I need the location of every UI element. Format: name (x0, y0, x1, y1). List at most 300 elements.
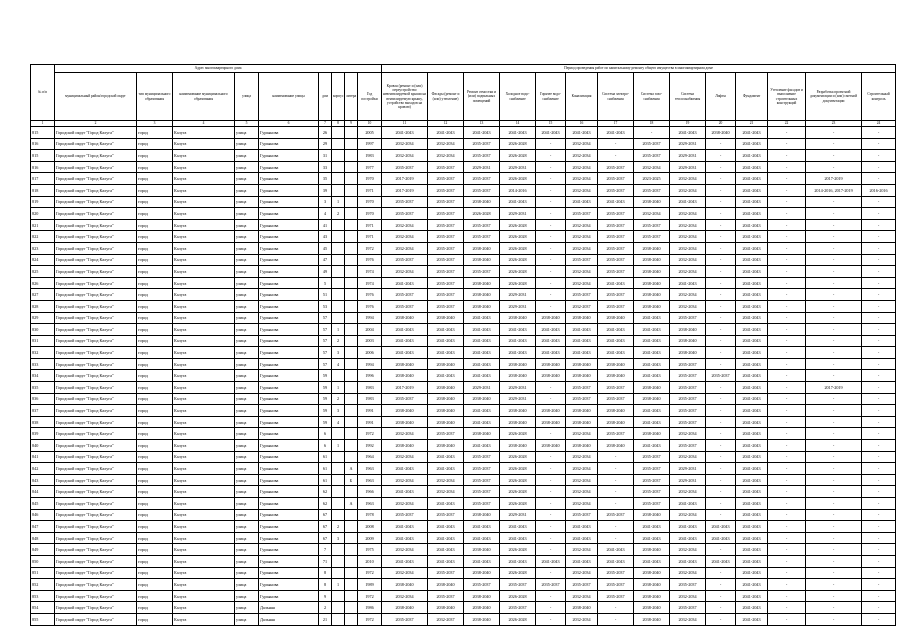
table-cell: - (862, 242, 896, 254)
table-cell: 2038-2040 (634, 567, 670, 579)
table-cell: улица (235, 138, 259, 150)
table-cell: Калуга (173, 358, 235, 370)
table-cell (345, 602, 358, 614)
table-cell: Городской округ "Город Калуга" (55, 555, 137, 567)
table-cell: - (806, 509, 862, 521)
table-cell: - (536, 196, 566, 208)
column-header: корпус (332, 73, 345, 121)
table-cell: 2041-2043 (634, 347, 670, 359)
table-row (31, 277, 896, 289)
table-cell: 2041-2043 (736, 544, 768, 556)
table-cell: 2041-2043 (736, 266, 768, 278)
table-cell: - (862, 335, 896, 347)
table-cell: Городской округ "Город Калуга" (55, 498, 137, 510)
table-cell: - (806, 150, 862, 162)
table-cell: Городской округ "Город Калуга" (55, 231, 137, 243)
table-cell: 2035-2037 (566, 289, 598, 301)
table-cell: 2032-2037 (566, 300, 598, 312)
column-number: 12 (428, 121, 464, 127)
table-cell: 2038-2040 (428, 358, 464, 370)
table-cell: 2035-2037 (464, 486, 500, 498)
table-row (31, 242, 896, 254)
table-cell: улица (235, 602, 259, 614)
table-cell: 2041-2043 (464, 312, 500, 324)
table-cell: Калуга (173, 277, 235, 289)
column-header: улица (235, 73, 259, 121)
table-cell: город (137, 555, 173, 567)
table-cell: 2041-2043 (464, 335, 500, 347)
table-cell: 2035-2037 (428, 231, 464, 243)
column-number: 2 (55, 121, 137, 127)
table-cell: - (862, 521, 896, 533)
table-cell: Калуга (173, 289, 235, 301)
table-cell: 41 (319, 219, 332, 231)
table-cell: 2035-2037 (428, 161, 464, 173)
table-cell: улица (235, 358, 259, 370)
table-cell: Гурьянова (259, 567, 319, 579)
table-cell: - (598, 463, 634, 475)
table-cell: Гурьянова (259, 532, 319, 544)
table-cell: 833 (31, 358, 55, 370)
table-cell: 2041-2043 (428, 555, 464, 567)
table-cell: - (536, 184, 566, 196)
table-cell: 2035-2037 (382, 393, 428, 405)
table-cell: - (862, 416, 896, 428)
table-cell: 2029-2031 (500, 509, 536, 521)
table-cell: 2029-2031 (464, 161, 500, 173)
table-cell: 2032-2034 (670, 567, 706, 579)
table-cell: 1972 (358, 613, 382, 625)
table-cell: 2041-2043 (670, 196, 706, 208)
table-cell: - (706, 300, 736, 312)
table-cell: 2032-2034 (566, 428, 598, 440)
table-cell: - (536, 486, 566, 498)
table-cell: 2009 (358, 532, 382, 544)
table-cell: - (768, 579, 806, 591)
table-cell: 2032-2034 (670, 544, 706, 556)
table-cell: 2041-2043 (428, 521, 464, 533)
table-cell: Городской округ "Город Калуга" (55, 184, 137, 196)
table-cell: 2032-2034 (670, 242, 706, 254)
table-cell: 2041-2043 (428, 498, 464, 510)
table-cell: 2041-2043 (736, 486, 768, 498)
table-cell: - (536, 613, 566, 625)
table-cell: город (137, 358, 173, 370)
table-cell: 2035-2037 (536, 579, 566, 591)
table-cell: город (137, 521, 173, 533)
table-cell (345, 440, 358, 452)
table-row (31, 347, 896, 359)
table-cell: улица (235, 277, 259, 289)
table-cell (332, 370, 345, 382)
table-cell: 1975 (358, 544, 382, 556)
table-cell: 2041-2043 (634, 312, 670, 324)
table-cell: 2041-2043 (736, 498, 768, 510)
table-cell (332, 613, 345, 625)
table-cell: - (806, 532, 862, 544)
table-cell: 2041-2043 (382, 277, 428, 289)
table-cell: улица (235, 590, 259, 602)
table-cell: - (862, 173, 896, 185)
table-row (31, 266, 896, 278)
table-cell: - (706, 440, 736, 452)
table-cell: 2038-2040 (464, 509, 500, 521)
table-row (31, 324, 896, 336)
table-cell: - (768, 358, 806, 370)
table-cell: 2038-2040 (500, 370, 536, 382)
table-cell (345, 544, 358, 556)
table-cell: 2041-2043 (536, 127, 566, 139)
table-cell: город (137, 474, 173, 486)
table-cell: 67 (319, 509, 332, 521)
table-cell: 2035-2037 (634, 219, 670, 231)
table-cell: Гурьянова (259, 486, 319, 498)
table-cell: - (768, 405, 806, 417)
table-cell: Городской округ "Город Калуга" (55, 161, 137, 173)
table-cell: - (862, 150, 896, 162)
table-cell: Гурьянова (259, 254, 319, 266)
table-cell: 2038-2040 (670, 347, 706, 359)
table-cell: Городской округ "Город Калуга" (55, 370, 137, 382)
table-cell (345, 161, 358, 173)
table-cell: - (768, 474, 806, 486)
table-row (31, 382, 896, 394)
table-row (31, 474, 896, 486)
table-cell: - (768, 602, 806, 614)
table-cell: 8 (319, 567, 332, 579)
table-cell: Дальняя (259, 602, 319, 614)
table-cell: 839 (31, 428, 55, 440)
table-cell: 2041-2043 (670, 498, 706, 510)
table-cell: 2041-2043 (566, 335, 598, 347)
table-cell: улица (235, 613, 259, 625)
table-cell: 2041-2043 (670, 521, 706, 533)
table-cell: - (806, 208, 862, 220)
table-cell: 2041-2043 (566, 196, 598, 208)
table-cell: - (706, 266, 736, 278)
table-cell: 2038-2040 (634, 602, 670, 614)
table-row (31, 231, 896, 243)
table-cell: - (768, 300, 806, 312)
table-cell: 21 (319, 613, 332, 625)
table-cell: город (137, 393, 173, 405)
table-row (31, 173, 896, 185)
table-cell: Калуга (173, 324, 235, 336)
table-cell: 2029-2031 (500, 382, 536, 394)
table-cell: - (862, 277, 896, 289)
table-cell: 2041-2043 (598, 335, 634, 347)
table-cell: 2038-2040 (598, 405, 634, 417)
table-cell: 2041-2043 (464, 324, 500, 336)
table-cell: улица (235, 416, 259, 428)
table-cell: 2038-2040 (500, 312, 536, 324)
table-cell (332, 150, 345, 162)
table-cell: 47 (319, 254, 332, 266)
table-cell: Городской округ "Город Калуга" (55, 127, 137, 139)
table-cell: Городской округ "Город Калуга" (55, 416, 137, 428)
table-cell: 824 (31, 254, 55, 266)
table-cell: 2032-2034 (382, 567, 428, 579)
table-row (31, 393, 896, 405)
table-cell: 832 (31, 347, 55, 359)
table-cell: 1997 (358, 138, 382, 150)
table-cell: 2035-2037 (428, 289, 464, 301)
table-cell: - (768, 555, 806, 567)
table-cell: улица (235, 231, 259, 243)
table-cell: 4 (319, 208, 332, 220)
table-cell: 57 (319, 358, 332, 370)
table-cell: 2041-2043 (706, 532, 736, 544)
table-cell (345, 335, 358, 347)
table-cell: 2038-2040 (464, 196, 500, 208)
table-cell: 2041-2043 (464, 358, 500, 370)
table-row (31, 358, 896, 370)
table-cell: 1976 (358, 254, 382, 266)
table-cell: 2035-2037 (598, 289, 634, 301)
table-cell: - (862, 254, 896, 266)
table-row (31, 127, 896, 139)
table-row (31, 405, 896, 417)
column-header: Год постройки (358, 73, 382, 121)
table-cell: 2041-2043 (536, 324, 566, 336)
table-cell: 1964 (358, 451, 382, 463)
table-cell: - (598, 602, 634, 614)
table-cell: 829 (31, 312, 55, 324)
table-cell: Гурьянова (259, 173, 319, 185)
table-cell: 841 (31, 451, 55, 463)
table-cell: Городской округ "Город Калуга" (55, 590, 137, 602)
table-cell: 831 (31, 335, 55, 347)
table-cell: 1983 (358, 393, 382, 405)
table-cell: 2032-2034 (382, 544, 428, 556)
table-cell: - (706, 277, 736, 289)
table-cell: - (862, 208, 896, 220)
table-cell: Калуга (173, 498, 235, 510)
table-cell: 2041-2043 (736, 579, 768, 591)
table-cell: 2026-2028 (500, 590, 536, 602)
table-cell: 2035-2037 (670, 370, 706, 382)
table-cell: - (768, 127, 806, 139)
table-cell: 2041-2043 (736, 173, 768, 185)
table-cell: 821 (31, 219, 55, 231)
table-cell: Гурьянова (259, 347, 319, 359)
table-cell: 2 (319, 602, 332, 614)
table-cell (332, 138, 345, 150)
table-cell: 2041-2043 (500, 127, 536, 139)
table-cell: 2041-2043 (736, 532, 768, 544)
table-cell: 2032-2034 (566, 613, 598, 625)
table-cell: Гурьянова (259, 405, 319, 417)
table-cell: 2035-2037 (598, 219, 634, 231)
table-cell: 1977 (358, 161, 382, 173)
table-cell: город (137, 138, 173, 150)
table-cell: 847 (31, 521, 55, 533)
table-cell: 2029-2031 (500, 393, 536, 405)
table-cell: улица (235, 440, 259, 452)
table-cell: - (536, 463, 566, 475)
table-cell: 62 (319, 486, 332, 498)
table-cell: - (862, 474, 896, 486)
table-cell: - (598, 474, 634, 486)
table-cell: - (706, 150, 736, 162)
column-header: Фасады (ремонт и (или) утепление) (428, 73, 464, 121)
table-cell: - (768, 463, 806, 475)
table-cell (332, 219, 345, 231)
table-cell: 2035-2037 (670, 440, 706, 452)
table-cell: 2038-2040 (536, 416, 566, 428)
table-cell: 2038-2040 (382, 358, 428, 370)
table-cell: улица (235, 382, 259, 394)
table-cell: Городской округ "Город Калуга" (55, 382, 137, 394)
table-cell (332, 463, 345, 475)
table-cell: улица (235, 521, 259, 533)
table-cell: 2038-2040 (382, 416, 428, 428)
table-cell: - (806, 498, 862, 510)
table-row (31, 567, 896, 579)
table-cell: 823 (31, 242, 55, 254)
table-cell: 2035-2037 (464, 173, 500, 185)
table-cell: 836 (31, 393, 55, 405)
table-cell (345, 347, 358, 359)
column-header: тип муниципального образования (137, 73, 173, 121)
table-cell: Гурьянова (259, 324, 319, 336)
table-cell: 2017-2019 (806, 173, 862, 185)
table-cell: 2032-2034 (566, 150, 598, 162)
table-cell: - (768, 509, 806, 521)
table-cell: - (806, 138, 862, 150)
table-cell: 2032-2034 (670, 613, 706, 625)
table-cell: 2006 (358, 347, 382, 359)
table-cell: 819 (31, 196, 55, 208)
table-cell: 2032-2034 (670, 231, 706, 243)
table-cell: 2035-2037 (464, 474, 500, 486)
table-cell: 2041-2043 (536, 347, 566, 359)
table-row (31, 602, 896, 614)
table-cell: Калуга (173, 161, 235, 173)
table-cell: Калуга (173, 393, 235, 405)
table-cell: 826 (31, 277, 55, 289)
table-cell: 2032-2034 (566, 486, 598, 498)
table-cell: - (806, 161, 862, 173)
table-cell: 2035-2037 (464, 231, 500, 243)
table-cell: 2016-2016 (862, 184, 896, 196)
table-cell: - (706, 579, 736, 591)
table-cell: 2041-2043 (566, 532, 598, 544)
table-cell: 2014-2016, 2017-2019 (806, 184, 862, 196)
table-cell: - (706, 463, 736, 475)
table-cell: 2038-2040 (598, 312, 634, 324)
table-cell: - (806, 451, 862, 463)
table-cell: - (768, 613, 806, 625)
table-cell: 2041-2043 (566, 347, 598, 359)
table-cell: - (862, 602, 896, 614)
column-number: 16 (566, 121, 598, 127)
table-cell: 2041-2043 (634, 405, 670, 417)
table-cell: 2041-2043 (736, 196, 768, 208)
table-cell (332, 428, 345, 440)
table-cell: 2038-2040 (634, 300, 670, 312)
table-cell: 2038-2040 (598, 416, 634, 428)
table-cell: - (862, 289, 896, 301)
table-cell: 49 (319, 266, 332, 278)
table-cell: 1976 (358, 300, 382, 312)
table-cell: 2017-2019 (382, 382, 428, 394)
table-cell: улица (235, 393, 259, 405)
table-cell: 2041-2043 (736, 184, 768, 196)
table-cell: 2038-2040 (566, 312, 598, 324)
table-cell: 2035-2037 (598, 266, 634, 278)
table-cell: Городской округ "Город Калуга" (55, 208, 137, 220)
table-cell: - (706, 613, 736, 625)
table-cell (332, 254, 345, 266)
table-cell: 2041-2043 (736, 312, 768, 324)
table-cell: 2035-2037 (566, 382, 598, 394)
table-cell: 2041-2043 (536, 335, 566, 347)
column-header: литера (345, 73, 358, 121)
table-cell: улица (235, 370, 259, 382)
table-cell: А (345, 498, 358, 510)
table-cell: Гурьянова (259, 474, 319, 486)
table-cell: 2035-2037 (464, 219, 500, 231)
table-row (31, 440, 896, 452)
table-cell: - (706, 184, 736, 196)
table-cell: 59 (319, 382, 332, 394)
table-cell: 2035-2037 (464, 463, 500, 475)
table-cell: 2035-2037 (670, 416, 706, 428)
table-cell: - (806, 324, 862, 336)
table-cell (332, 498, 345, 510)
table-cell: 2032-2034 (428, 486, 464, 498)
table-cell: 843 (31, 474, 55, 486)
table-cell: Городской округ "Город Калуга" (55, 509, 137, 521)
table-cell: - (768, 567, 806, 579)
table-cell: 2038-2040 (382, 602, 428, 614)
table-cell: улица (235, 242, 259, 254)
table-cell: 2038-2040 (428, 416, 464, 428)
table-cell: 5 (319, 277, 332, 289)
table-cell: 827 (31, 289, 55, 301)
column-number: 9 (345, 121, 358, 127)
table-cell: город (137, 463, 173, 475)
table-cell: 2041-2043 (428, 544, 464, 556)
table-cell: 2038-2040 (598, 440, 634, 452)
table-cell: 2032-2034 (382, 231, 428, 243)
column-header: Лифты (706, 73, 736, 121)
table-cell: Гурьянова (259, 184, 319, 196)
table-cell: Калуга (173, 300, 235, 312)
table-cell: 2038-2040 (464, 567, 500, 579)
table-cell (345, 300, 358, 312)
table-cell: 2041-2043 (428, 127, 464, 139)
table-cell: 2041-2043 (464, 347, 500, 359)
table-cell: город (137, 486, 173, 498)
table-cell: - (806, 254, 862, 266)
table-cell: - (598, 613, 634, 625)
table-cell: - (806, 555, 862, 567)
table-cell: город (137, 544, 173, 556)
table-cell: 2035-2037 (634, 231, 670, 243)
table-cell: 2032-2034 (566, 567, 598, 579)
table-cell: 2032-2034 (670, 208, 706, 220)
table-cell: 2041-2043 (706, 555, 736, 567)
column-number: 15 (536, 121, 566, 127)
table-cell: 1971 (358, 219, 382, 231)
table-cell: Городской округ "Город Калуга" (55, 242, 137, 254)
table-cell: улица (235, 509, 259, 521)
column-header: Холодное водо-снабжение (500, 73, 536, 121)
table-cell: 3 (332, 532, 345, 544)
column-header: Утепление фасадов и выполнение строительных конструкций (768, 73, 806, 121)
